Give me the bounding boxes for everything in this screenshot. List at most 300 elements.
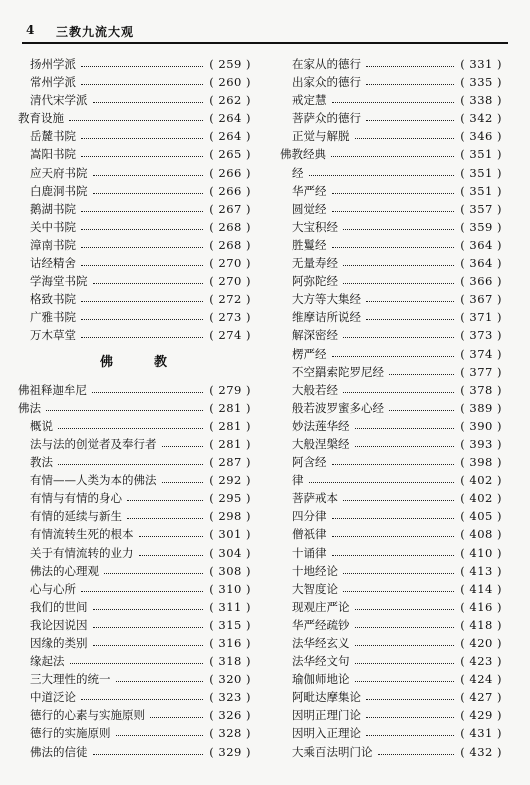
toc-entry[interactable]: [280, 91, 502, 109]
entry-page-number: ( 359 ): [460, 219, 502, 234]
toc-entry[interactable]: [18, 91, 251, 109]
toc-entry[interactable]: [18, 471, 251, 489]
entry-page-number: ( 331 ): [460, 57, 502, 71]
entry-title: 十地经论: [292, 563, 338, 578]
entry-title: 扬州学派: [30, 57, 76, 71]
entry-title: 佛法: [18, 400, 41, 415]
toc-heading-entry[interactable]: [18, 109, 251, 127]
entry-page-number: ( 264 ): [209, 129, 251, 144]
entry-title: 佛法的心理观: [30, 563, 99, 578]
entry-page-number: ( 323 ): [209, 690, 251, 705]
entry-page-number: ( 292 ): [209, 473, 251, 488]
entry-title: 概说: [30, 418, 53, 433]
entry-title: 现观庄严论: [292, 599, 350, 614]
toc-entry[interactable]: [280, 453, 502, 471]
dot-leader: [332, 536, 454, 537]
dot-leader: [150, 717, 203, 718]
entry-page-number: ( 432 ): [460, 744, 502, 759]
entry-title: 四分律: [292, 509, 327, 524]
entry-page-number: ( 316 ): [209, 636, 251, 650]
toc-entry[interactable]: [18, 73, 251, 91]
entry-page-number: ( 413 ): [460, 563, 502, 578]
dot-leader: [366, 301, 454, 302]
toc-entry[interactable]: [280, 200, 502, 218]
dot-leader: [81, 337, 203, 338]
entry-title: 缘起法: [30, 654, 65, 669]
entry-title: 大般若经: [292, 382, 338, 397]
toc-heading-entry[interactable]: [280, 145, 502, 163]
dot-leader: [81, 265, 203, 266]
entry-title: 漳南书院: [30, 237, 76, 252]
entry-title: 法与法的创觉者及奉行者: [30, 436, 157, 451]
entry-title: 律: [292, 473, 304, 488]
dot-leader: [343, 573, 454, 574]
toc-left-column: [18, 55, 251, 761]
entry-page-number: ( 351 ): [460, 183, 502, 198]
entry-page-number: ( 265 ): [209, 147, 251, 162]
toc-entry[interactable]: [280, 489, 502, 507]
dot-leader: [93, 645, 203, 646]
toc-entry[interactable]: [18, 272, 251, 290]
entry-title: 教育设施: [18, 111, 64, 126]
dot-leader: [104, 573, 203, 574]
entry-title: 诂经精舍: [30, 256, 76, 271]
dot-leader: [343, 337, 454, 338]
entry-title: 大宝积经: [292, 219, 338, 234]
toc-entry[interactable]: [280, 525, 502, 543]
dot-leader: [81, 66, 203, 67]
toc-entry[interactable]: [18, 634, 251, 652]
entry-title: 有情——人类为本的佛法: [30, 473, 157, 488]
toc-entry[interactable]: [280, 616, 502, 634]
dot-leader: [332, 193, 454, 194]
dot-leader: [366, 699, 454, 700]
toc-entry[interactable]: [18, 182, 251, 200]
dot-leader: [92, 392, 203, 393]
dot-leader: [46, 410, 203, 411]
entry-title: 清代宋学派: [30, 93, 88, 108]
toc-entry[interactable]: [18, 127, 251, 145]
toc-entry[interactable]: [18, 417, 251, 435]
entry-page-number: ( 416 ): [460, 599, 502, 614]
entry-title: 法华经玄义: [292, 636, 350, 650]
entry-page-number: ( 298 ): [209, 509, 251, 524]
toc-entry[interactable]: [18, 652, 251, 670]
entry-page-number: ( 420 ): [460, 636, 502, 650]
dot-leader: [139, 555, 203, 556]
toc-entry[interactable]: [18, 743, 251, 761]
toc-entry[interactable]: [280, 544, 502, 562]
entry-title: 因明入正理论: [292, 726, 361, 741]
entry-page-number: ( 274 ): [209, 328, 251, 343]
entry-page-number: ( 374 ): [460, 346, 502, 361]
toc-entry[interactable]: [18, 580, 251, 598]
entry-title: 因缘的类别: [30, 636, 88, 650]
dot-leader: [366, 735, 454, 736]
entry-page-number: ( 367 ): [460, 292, 502, 307]
entry-title: 关中书院: [30, 219, 76, 234]
toc-entry[interactable]: [18, 544, 251, 562]
toc-entry[interactable]: [280, 562, 502, 580]
entry-title: 德行的心素与实施原则: [30, 708, 145, 723]
toc-entry[interactable]: [280, 345, 502, 363]
entry-page-number: ( 424 ): [460, 672, 502, 687]
toc-entry[interactable]: [18, 326, 251, 344]
entry-page-number: ( 423 ): [460, 654, 502, 669]
toc-entry[interactable]: [280, 182, 502, 200]
entry-title: 出家众的德行: [292, 75, 361, 90]
book-title: 三教九流大观: [56, 25, 135, 39]
entry-page-number: ( 427 ): [460, 690, 502, 705]
toc-entry[interactable]: [280, 743, 502, 761]
dot-leader: [355, 627, 454, 628]
dot-leader: [343, 265, 454, 266]
dot-leader: [139, 536, 203, 537]
dot-leader: [81, 591, 203, 592]
toc-entry[interactable]: [18, 254, 251, 272]
toc-entry[interactable]: [18, 562, 251, 580]
entry-page-number: ( 326 ): [209, 708, 251, 723]
entry-title: 阿弥陀经: [292, 274, 338, 289]
entry-page-number: ( 378 ): [460, 382, 502, 397]
dot-leader: [127, 500, 203, 501]
entry-title: 岳麓书院: [30, 129, 76, 144]
dot-leader: [81, 699, 203, 700]
toc-entry[interactable]: [18, 145, 251, 163]
entry-page-number: ( 408 ): [460, 527, 502, 542]
toc-entry[interactable]: [18, 724, 251, 742]
entry-page-number: ( 402 ): [460, 491, 502, 506]
toc-entry[interactable]: [280, 218, 502, 236]
entry-page-number: ( 364 ): [460, 237, 502, 252]
entry-title: 有情流转生死的根本: [30, 527, 134, 542]
dot-leader: [366, 120, 454, 121]
entry-title: 不空羂索陀罗尼经: [292, 364, 384, 379]
entry-page-number: ( 402 ): [460, 473, 502, 488]
entry-title: 白鹿洞书院: [30, 183, 88, 198]
dot-leader: [343, 591, 454, 592]
entry-title: 胜鬘经: [292, 237, 327, 252]
toc-entry[interactable]: [280, 290, 502, 308]
toc-entry[interactable]: [18, 507, 251, 525]
entry-page-number: ( 346 ): [460, 129, 502, 144]
toc-entry[interactable]: [280, 580, 502, 598]
dot-leader: [331, 156, 454, 157]
entry-title: 法华经文句: [292, 654, 350, 669]
toc-entry[interactable]: [280, 109, 502, 127]
dot-leader: [332, 247, 454, 248]
entry-title: 十诵律: [292, 545, 327, 560]
entry-title: 大般涅槃经: [292, 436, 350, 451]
entry-page-number: ( 431 ): [460, 726, 502, 741]
entry-page-number: ( 389 ): [460, 400, 502, 415]
dot-leader: [343, 229, 454, 230]
toc-entry[interactable]: [280, 326, 502, 344]
dot-leader: [309, 482, 454, 483]
dot-leader: [366, 66, 454, 67]
dot-leader: [81, 138, 203, 139]
toc-entry[interactable]: [18, 200, 251, 218]
dot-leader: [355, 446, 454, 447]
toc-entry[interactable]: [18, 164, 251, 182]
entry-title: 有情与有情的身心: [30, 491, 122, 506]
toc-entry[interactable]: [18, 670, 251, 688]
entry-title: 解深密经: [292, 328, 338, 343]
entry-page-number: ( 270 ): [209, 274, 251, 289]
entry-page-number: ( 304 ): [209, 545, 251, 560]
entry-page-number: ( 268 ): [209, 219, 251, 234]
dot-leader: [309, 175, 454, 176]
entry-title: 华严经: [292, 183, 327, 198]
dot-leader: [389, 374, 454, 375]
entry-page-number: ( 266 ): [209, 165, 251, 180]
toc-entry[interactable]: [280, 381, 502, 399]
entry-title: 格致书院: [30, 292, 76, 307]
toc-entry[interactable]: [280, 55, 502, 73]
dot-leader: [355, 663, 454, 664]
dot-leader: [366, 84, 454, 85]
dot-leader: [81, 319, 203, 320]
entry-page-number: ( 429 ): [460, 708, 502, 723]
entry-page-number: ( 364 ): [460, 256, 502, 271]
dot-leader: [58, 464, 203, 465]
dot-leader: [343, 500, 454, 501]
toc-entry[interactable]: [280, 652, 502, 670]
entry-title: 大乘百法明门论: [292, 744, 373, 759]
toc-entry[interactable]: [18, 706, 251, 724]
entry-page-number: ( 373 ): [460, 328, 502, 343]
entry-title: 教法: [30, 455, 53, 470]
entry-page-number: ( 351 ): [460, 147, 502, 162]
toc-entry[interactable]: [280, 73, 502, 91]
entry-page-number: ( 281 ): [209, 436, 251, 451]
dot-leader: [93, 627, 203, 628]
toc-entry[interactable]: [280, 435, 502, 453]
dot-leader: [332, 102, 454, 103]
entry-title: 我们的世间: [30, 599, 88, 614]
toc-entry[interactable]: [280, 706, 502, 724]
entry-page-number: ( 377 ): [460, 364, 502, 379]
entry-page-number: ( 266 ): [209, 183, 251, 198]
dot-leader: [332, 555, 454, 556]
toc-entry[interactable]: [280, 507, 502, 525]
toc-entry[interactable]: [18, 218, 251, 236]
section-heading: 佛 教: [99, 354, 181, 370]
toc-entry[interactable]: [18, 489, 251, 507]
toc-entry[interactable]: [18, 598, 251, 616]
entry-page-number: ( 270 ): [209, 256, 251, 271]
entry-page-number: ( 268 ): [209, 237, 251, 252]
toc-entry[interactable]: [18, 616, 251, 634]
entry-page-number: ( 262 ): [209, 93, 251, 108]
dot-leader: [81, 211, 203, 212]
dot-leader: [93, 102, 203, 103]
entry-title: 维摩诘所说经: [292, 310, 361, 325]
entry-title: 华严经疏钞: [292, 617, 350, 632]
toc-heading-entry[interactable]: [18, 381, 251, 399]
entry-title: 中道泛论: [30, 690, 76, 705]
entry-page-number: ( 366 ): [460, 274, 502, 289]
entry-page-number: ( 259 ): [209, 57, 251, 71]
toc-entry[interactable]: [280, 363, 502, 381]
toc-right-column: [280, 55, 502, 761]
toc-entry[interactable]: [18, 435, 251, 453]
toc-entry[interactable]: [280, 127, 502, 145]
toc-entry[interactable]: [280, 634, 502, 652]
entry-page-number: ( 281 ): [209, 400, 251, 415]
entry-page-number: ( 272 ): [209, 292, 251, 307]
entry-title: 心与心所: [30, 581, 76, 596]
entry-page-number: ( 342 ): [460, 111, 502, 126]
entry-title: 阿含经: [292, 455, 327, 470]
entry-page-number: ( 351 ): [460, 165, 502, 180]
dot-leader: [378, 754, 454, 755]
page-header: [22, 22, 508, 44]
dot-leader: [116, 681, 203, 682]
entry-title: 大方等大集经: [292, 292, 361, 307]
dot-leader: [343, 283, 454, 284]
dot-leader: [93, 609, 203, 610]
dot-leader: [93, 175, 203, 176]
entry-title: 嵩阳书院: [30, 147, 76, 162]
entry-title: 佛祖释迦牟尼: [18, 382, 87, 397]
entry-page-number: ( 260 ): [209, 75, 251, 90]
toc-entry[interactable]: [280, 254, 502, 272]
entry-page-number: ( 310 ): [209, 581, 251, 596]
entry-title: 般若波罗蜜多心经: [292, 400, 384, 415]
entry-title: 阿毗达摩集论: [292, 690, 361, 705]
entry-title: 佛法的信徒: [30, 744, 88, 759]
toc-entry[interactable]: [280, 724, 502, 742]
toc-entry[interactable]: [18, 688, 251, 706]
dot-leader: [127, 518, 203, 519]
toc-heading-entry[interactable]: [18, 399, 251, 417]
page-number: 4: [26, 23, 35, 37]
dot-leader: [332, 356, 454, 357]
dot-leader: [81, 84, 203, 85]
dot-leader: [355, 609, 454, 610]
entry-title: 正觉与解脱: [292, 129, 350, 144]
dot-leader: [343, 392, 454, 393]
toc-entry[interactable]: [280, 399, 502, 417]
dot-leader: [81, 156, 203, 157]
entry-page-number: ( 410 ): [460, 545, 502, 560]
entry-page-number: ( 414 ): [460, 581, 502, 596]
dot-leader: [332, 464, 454, 465]
entry-title: 大智度论: [292, 581, 338, 596]
entry-title: 菩萨戒本: [292, 491, 338, 506]
toc-entry[interactable]: [280, 272, 502, 290]
entry-page-number: ( 279 ): [209, 382, 251, 397]
entry-page-number: ( 308 ): [209, 563, 251, 578]
entry-title: 因明正理门论: [292, 708, 361, 723]
entry-title: 广雅书院: [30, 310, 76, 325]
dot-leader: [93, 283, 203, 284]
entry-page-number: ( 328 ): [209, 726, 251, 741]
toc-entry[interactable]: [18, 308, 251, 326]
entry-page-number: ( 267 ): [209, 201, 251, 216]
entry-title: 菩萨众的德行: [292, 111, 361, 126]
entry-title: 圆觉经: [292, 201, 327, 216]
entry-page-number: ( 329 ): [209, 744, 251, 759]
entry-page-number: ( 295 ): [209, 491, 251, 506]
entry-page-number: ( 418 ): [460, 617, 502, 632]
entry-title: 鹅湖书院: [30, 201, 76, 216]
dot-leader: [93, 193, 203, 194]
toc-entry[interactable]: [280, 417, 502, 435]
dot-leader: [81, 247, 203, 248]
entry-title: 应天府书院: [30, 165, 88, 180]
entry-page-number: ( 335 ): [460, 75, 502, 90]
entry-page-number: ( 398 ): [460, 455, 502, 470]
entry-page-number: ( 357 ): [460, 201, 502, 216]
entry-page-number: ( 393 ): [460, 436, 502, 451]
toc-entry[interactable]: [280, 471, 502, 489]
entry-title: 在家从的德行: [292, 57, 361, 71]
toc-entry[interactable]: [18, 453, 251, 471]
entry-page-number: ( 311 ): [209, 599, 251, 614]
entry-page-number: ( 338 ): [460, 93, 502, 108]
entry-page-number: ( 273 ): [209, 310, 251, 325]
dot-leader: [70, 663, 203, 664]
entry-title: 妙法莲华经: [292, 418, 350, 433]
entry-title: 戒定慧: [292, 93, 327, 108]
entry-title: 僧祇律: [292, 527, 327, 542]
entry-title: 关于有情流转的业力: [30, 545, 134, 560]
entry-page-number: ( 371 ): [460, 310, 502, 325]
entry-page-number: ( 320 ): [209, 672, 251, 687]
toc-entry[interactable]: [18, 525, 251, 543]
dot-leader: [355, 428, 454, 429]
toc-entry[interactable]: [280, 670, 502, 688]
entry-page-number: ( 281 ): [209, 418, 251, 433]
entry-title: 佛教经典: [280, 147, 326, 162]
dot-leader: [116, 735, 203, 736]
dot-leader: [355, 681, 454, 682]
toc-entry[interactable]: [280, 688, 502, 706]
toc-entry[interactable]: [280, 308, 502, 326]
toc-entry[interactable]: [18, 55, 251, 73]
dot-leader: [366, 319, 454, 320]
toc-entry[interactable]: [18, 290, 251, 308]
dot-leader: [366, 717, 454, 718]
dot-leader: [355, 645, 454, 646]
toc-entry[interactable]: [280, 164, 502, 182]
dot-leader: [81, 229, 203, 230]
dot-leader: [58, 428, 203, 429]
entry-title: 三大理性的统一: [30, 672, 111, 687]
entry-page-number: ( 287 ): [209, 455, 251, 470]
dot-leader: [93, 754, 203, 755]
entry-title: 楞严经: [292, 346, 327, 361]
entry-title: 瑜伽师地论: [292, 672, 350, 687]
toc-entry[interactable]: [18, 236, 251, 254]
entry-title: 经: [292, 165, 304, 180]
entry-page-number: ( 318 ): [209, 654, 251, 669]
dot-leader: [332, 518, 454, 519]
toc-entry[interactable]: [280, 236, 502, 254]
dot-leader: [69, 120, 203, 121]
entry-title: 德行的实施原则: [30, 726, 111, 741]
entry-title: 常州学派: [30, 75, 76, 90]
entry-title: 有情的延续与新生: [30, 509, 122, 524]
entry-page-number: ( 301 ): [209, 527, 251, 542]
toc-entry[interactable]: [280, 598, 502, 616]
entry-title: 我论因说因: [30, 617, 88, 632]
entry-page-number: ( 264 ): [209, 111, 251, 126]
entry-title: 无量寿经: [292, 256, 338, 271]
entry-title: 学海堂书院: [30, 274, 88, 289]
